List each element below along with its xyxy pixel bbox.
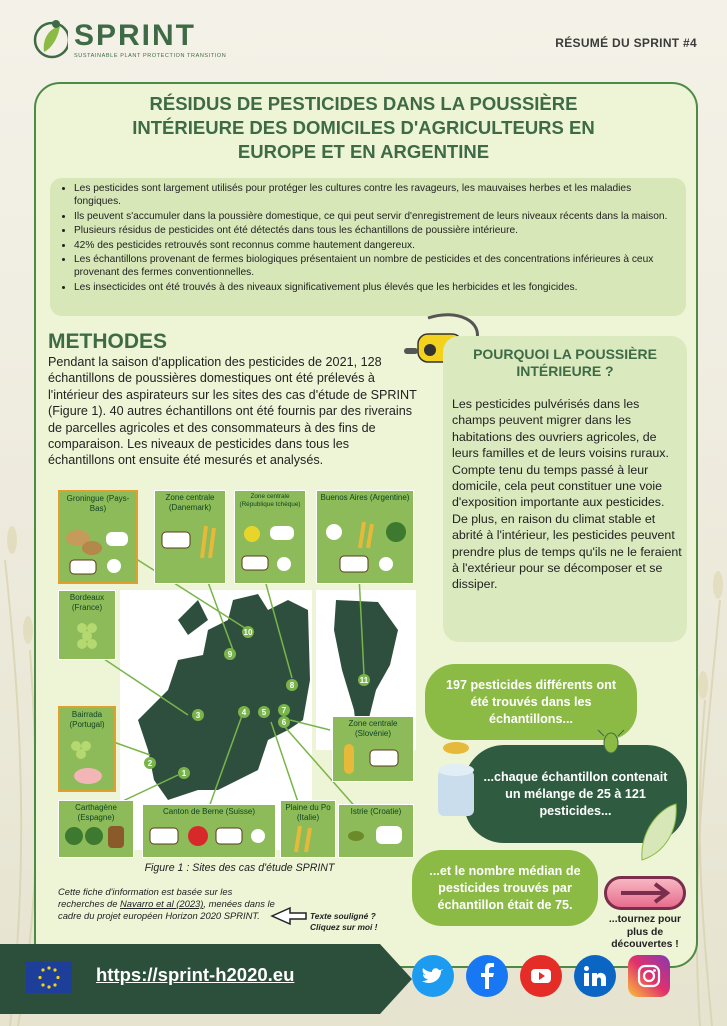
twitter-icon[interactable] — [412, 955, 454, 997]
stat-bubble-median: ...et le nombre médian de pesticides trouvés par échantillon était de 75. — [412, 850, 598, 926]
cow-icon — [162, 532, 190, 548]
cow-icon — [340, 556, 368, 572]
site-berne: Canton de Berne (Suisse) — [142, 804, 276, 858]
site-po: Plaine du Po (Italie) — [280, 800, 336, 858]
corn-icon — [344, 744, 354, 774]
chicken-icon — [251, 829, 265, 843]
website-link[interactable]: https://sprint-h2020.eu — [96, 964, 295, 985]
svg-text:9: 9 — [227, 650, 233, 659]
logo-wordmark: SPRINT — [74, 19, 197, 52]
site-czech: Zone centrale (République tchèque) — [234, 490, 306, 584]
chicken-icon — [326, 524, 342, 540]
methods-heading: METHODES — [48, 330, 168, 353]
svg-text:11: 11 — [359, 676, 369, 685]
finding-item: • Les échantillons provenant de fermes biologiques présentaient un nombre de pesticides et des concentrations inférieures à ceux provenant des fermes conventionnelles. — [74, 253, 676, 280]
finding-item: • Plusieurs résidus de pesticides ont été détectés dans tous les échantillons de poussière intérieure. — [74, 224, 676, 237]
page-title: RÉSIDUS DE PESTICIDES DANS LA POUSSIÈRE INTÉRIEURE DES DOMICILES D'AGRICULTEURS EN EUROPE ET EN ARGENTINE — [132, 93, 595, 162]
buenos-aires-icons — [320, 518, 412, 580]
eu-flag-icon — [26, 962, 72, 993]
pesticide-container-icon — [432, 740, 480, 820]
wheat-icon — [296, 826, 310, 852]
slovenia-icons — [336, 742, 412, 778]
stat-bubble-different-pesticides: 197 pesticides différents ont été trouvés dans les échantillons... — [425, 664, 637, 740]
linkedin-icon[interactable] — [574, 955, 616, 997]
site-istrie: Istrie (Croatie) — [338, 804, 414, 858]
goat-icon — [108, 826, 124, 848]
svg-text:7: 7 — [281, 706, 287, 715]
cow-icon — [216, 828, 242, 844]
study-sites-figure — [58, 490, 421, 858]
svg-text:10: 10 — [243, 628, 253, 637]
wheat-icon — [360, 522, 372, 548]
rapeseed-icon — [244, 526, 260, 542]
site-bordeaux: Bordeaux (France) — [58, 590, 116, 660]
svg-text:6: 6 — [281, 718, 287, 727]
wheat-icon — [202, 526, 214, 558]
page-header — [0, 0, 727, 80]
potato-icon — [82, 541, 102, 555]
aphid-icon — [596, 726, 626, 756]
site-groningue: Groningue (Pays-Bas) — [58, 490, 138, 584]
carthagene-icons — [62, 822, 132, 856]
site-slovenia: Zone centrale (Slovénie) — [332, 716, 414, 782]
site-bairrada: Bairrada (Portugal) — [58, 706, 116, 792]
po-icons — [284, 822, 334, 856]
finding-item: • Les insecticides ont été trouvés à des niveaux significativement plus élevés que les herbicides et les fongicides. — [74, 281, 676, 294]
svg-text:1: 1 — [181, 769, 187, 778]
cow-icon — [370, 750, 398, 766]
finding-item: • Ils peuvent s'accumuler dans la poussière domestique, ce qui peut servir d'enregistrement de leurs niveaux récents dans la maison. — [74, 210, 676, 223]
site-buenos-aires: Buenos Aires (Argentine) — [316, 490, 414, 584]
methods-text: Pendant la saison d'application des pesticides de 2021, 128 échantillons de poussières domestiques ont été prélevés à l'intérieur des aspirateurs sur les sites des cas d'étude de SPRINT (Figure 1). 40 autres échantillons ont été fournis par des riverains de parcelles agricoles et des consommateurs à des fins de comparaison. Les niveaux de pesticides dans tous les échantillons ont ensuite été mesurés et analysés. — [48, 355, 417, 468]
sprint-logo[interactable] — [32, 18, 226, 62]
why-text: Les pesticides pulvérisés dans les champs peuvent migrer dans les habitations des ouvriers agricoles, de leurs familles et de leurs voisins ruraux. Compte tenu du temps passé à leur domicile, cela peut constituer une voie d'exposition importante aux pesticides. De plus, en raison du climat stable et abrité à l'intérieur, les pesticides peuvent prendre plus de temps qu'ils ne le feraient à l'extérieur pour se décomposer et se dissiper. — [452, 397, 682, 592]
turn-page-hint: ...tournez pour plus de découvertes ! — [608, 914, 682, 950]
next-page-button[interactable] — [604, 876, 686, 910]
site-denmark: Zone centrale (Danemark) — [154, 490, 226, 584]
broccoli-icon — [386, 522, 406, 542]
grapes-icon — [71, 741, 91, 759]
sheep-icon — [270, 526, 294, 540]
svg-text:4: 4 — [241, 708, 247, 717]
facebook-icon[interactable] — [466, 955, 508, 997]
chicken-icon — [379, 557, 393, 571]
site-carthagene: Carthagène (Espagne) — [58, 800, 134, 858]
source-note: Cette fiche d'information est basée sur les recherches de Navarro et al (2023), menées dans le cadre du projet européen Horizon 2020 SPRINT. — [58, 886, 275, 921]
logo-subtitle: SUSTAINABLE PLANT PROTECTION TRANSITION — [74, 53, 227, 59]
cow-icon — [150, 828, 178, 844]
berne-icons — [146, 822, 274, 856]
istrie-icons — [342, 822, 412, 856]
summary-label: RÉSUMÉ DU SPRINT #4 — [555, 36, 697, 50]
bordeaux-icons — [68, 618, 108, 658]
youtube-icon[interactable] — [520, 955, 562, 997]
svg-text:2: 2 — [147, 759, 153, 768]
broccoli-icon — [85, 827, 103, 845]
groningue-icons — [62, 518, 134, 580]
sheep-icon — [106, 532, 128, 546]
svg-text:3: 3 — [195, 711, 201, 720]
arrow-right-icon — [607, 879, 683, 907]
finding-item: • Les pesticides sont largement utilisés pour protéger les cultures contre les ravageurs, les mauvaises herbes et les maladies fongiques. — [74, 182, 676, 209]
denmark-icons — [158, 518, 224, 580]
broccoli-icon — [65, 827, 83, 845]
svg-text:5: 5 — [261, 708, 267, 717]
sprint-leaf-icon — [32, 18, 68, 62]
finding-item: • 42% des pesticides retrouvés sont reconnus comme hautement dangereux. — [74, 239, 676, 252]
why-heading: POURQUOI LA POUSSIÈRE INTÉRIEURE ? — [473, 346, 657, 379]
bairrada-icons — [62, 736, 114, 790]
chicken-icon — [107, 559, 121, 573]
chicken-icon — [277, 557, 291, 571]
sheep-icon — [376, 826, 402, 844]
leaf-icon — [636, 800, 682, 866]
czech-icons — [238, 518, 304, 580]
svg-text:8: 8 — [289, 681, 295, 690]
source-link[interactable]: Navarro et al (2023) — [120, 898, 204, 909]
cow-icon — [70, 560, 96, 574]
apple-icon — [188, 826, 208, 846]
instagram-icon[interactable] — [628, 955, 670, 997]
pointer-hand-icon — [270, 904, 310, 928]
stat-bubble-mixture: ...chaque échantillon contenait un mélange de 25 à 121 pesticides... — [464, 745, 687, 843]
key-findings-box — [50, 178, 686, 316]
figure-caption: Figure 1 : Sites des cas d'étude SPRINT — [144, 862, 335, 874]
grapes-icon — [77, 623, 97, 649]
click-note: Texte souligné ? Cliquez sur moi ! — [310, 911, 378, 932]
cow-icon — [242, 556, 268, 570]
olive-icon — [348, 831, 364, 841]
pig-icon — [74, 768, 102, 784]
